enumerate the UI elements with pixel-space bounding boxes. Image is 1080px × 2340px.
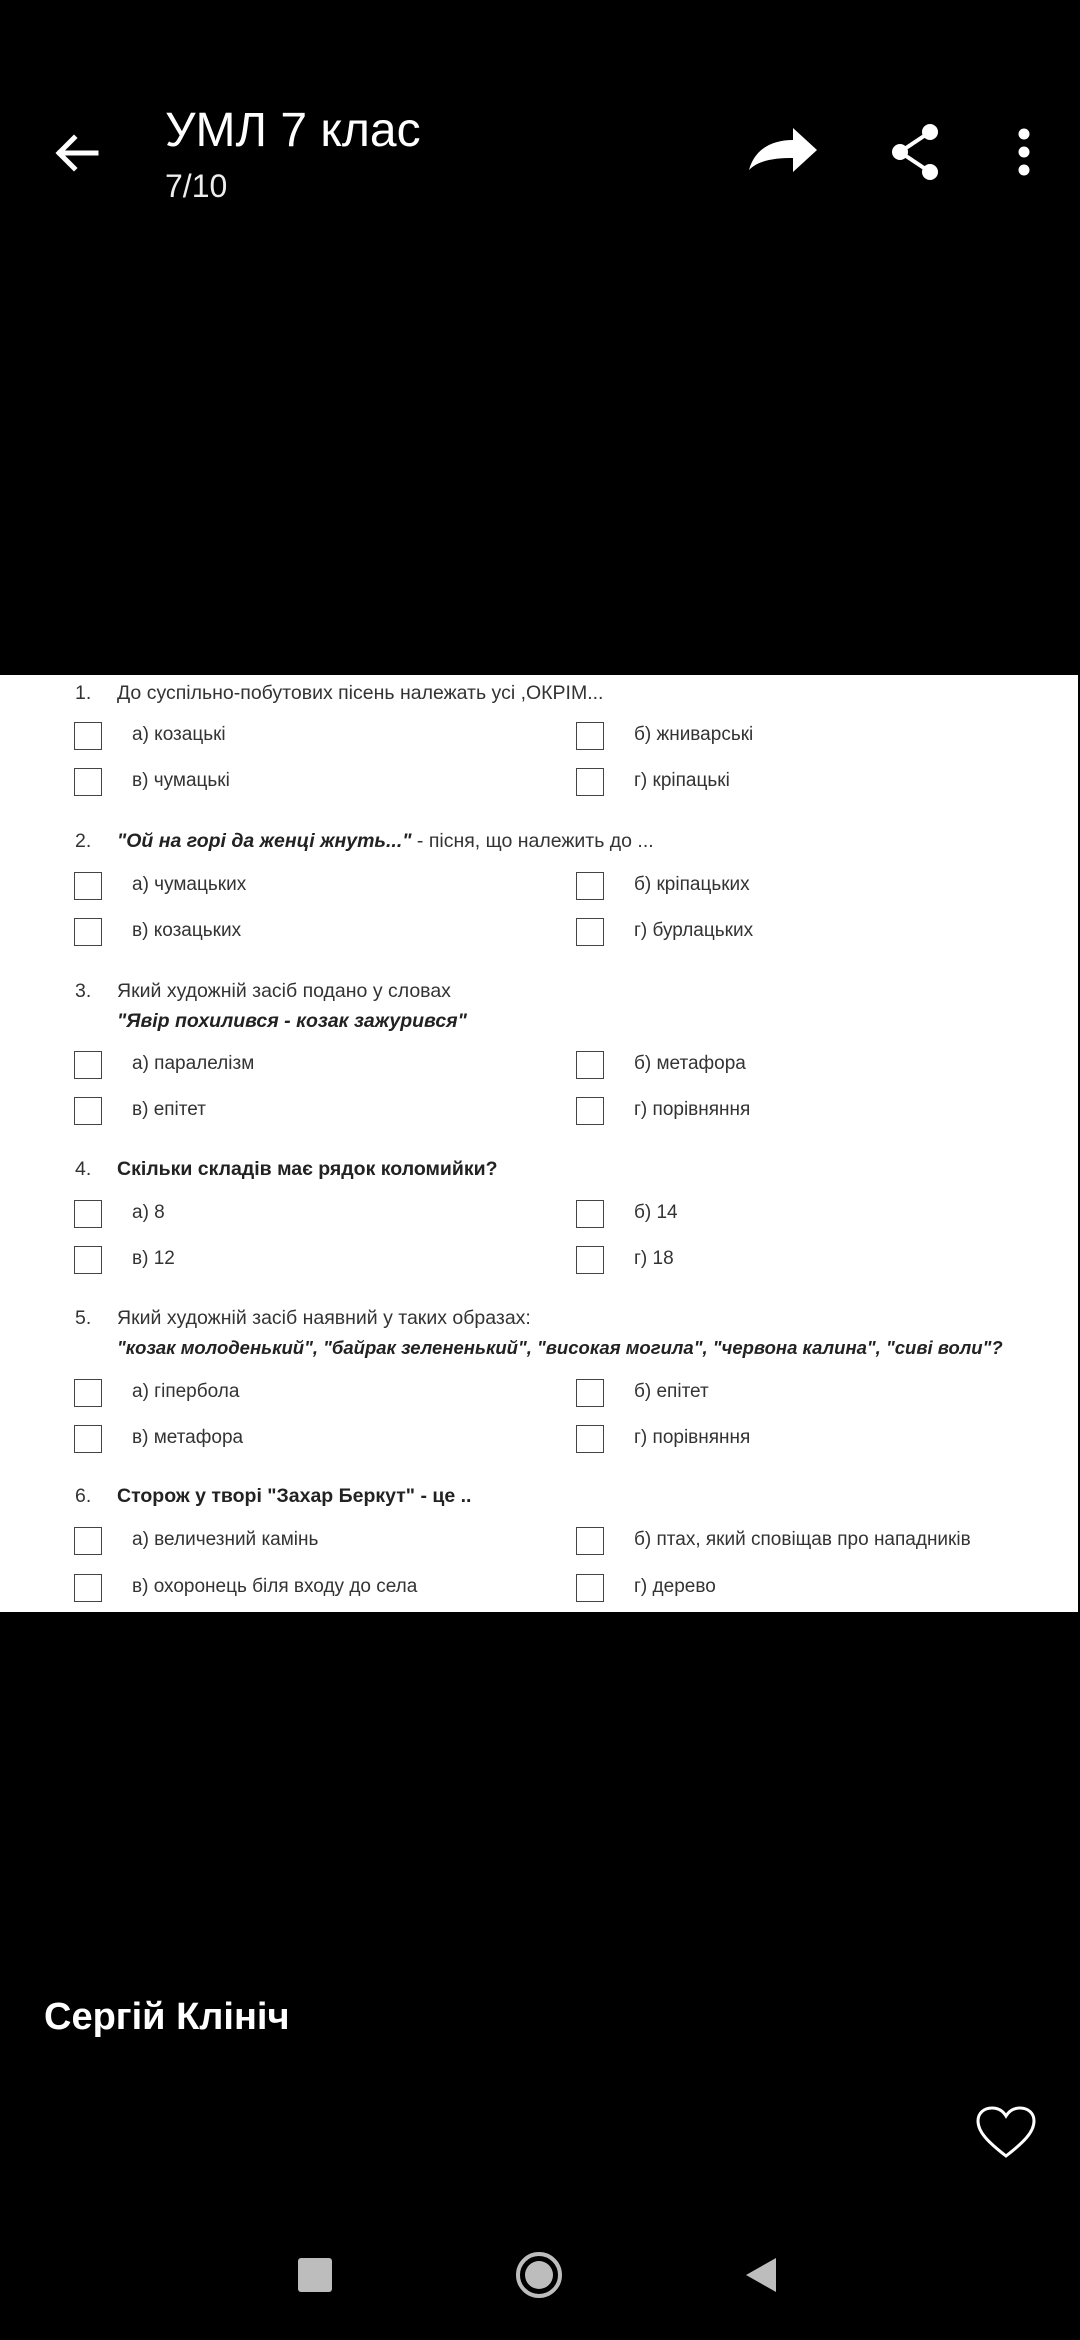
question-text: До суспільно-побутових пісень належать усі ,ОКРІМ... <box>117 682 604 704</box>
share-icon <box>884 120 948 184</box>
question-number: 1. <box>75 682 92 704</box>
option-label: а) козацькі <box>132 724 226 745</box>
forward-button[interactable] <box>745 120 821 184</box>
checkbox[interactable] <box>74 872 102 900</box>
checkbox[interactable] <box>74 1425 102 1453</box>
page-title: УМЛ 7 клас <box>165 104 421 157</box>
option-label: г) дерево <box>634 1576 716 1597</box>
back-button[interactable] <box>42 118 112 188</box>
option-label: а) 8 <box>132 1202 165 1223</box>
question-quote <box>117 1337 1003 1359</box>
option-label: г) бурлацьких <box>634 920 754 941</box>
checkbox[interactable] <box>576 1097 604 1125</box>
checkbox[interactable] <box>576 768 604 796</box>
checkbox[interactable] <box>74 1097 102 1125</box>
checkbox[interactable] <box>576 1379 604 1407</box>
option-label: а) величезний камінь <box>132 1529 319 1550</box>
question-text: Скільки складів має рядок коломийки? <box>117 1158 498 1180</box>
checkbox[interactable] <box>576 1527 604 1555</box>
checkbox[interactable] <box>576 1246 604 1274</box>
option-label: б) 14 <box>634 1202 678 1223</box>
checkbox[interactable] <box>74 722 102 750</box>
home-button[interactable] <box>514 2250 564 2300</box>
option-label: б) епітет <box>634 1381 709 1402</box>
checkbox[interactable] <box>74 768 102 796</box>
question-text <box>117 830 654 853</box>
like-button[interactable] <box>974 2104 1038 2160</box>
option-label: в) 12 <box>132 1248 175 1269</box>
question-text: Який художній засіб наявний у таких образах: <box>117 1307 531 1329</box>
question-quote <box>117 1010 467 1033</box>
question-quote: "Ой на горі да женці жнуть..." <box>117 830 412 852</box>
share-button[interactable] <box>884 120 948 184</box>
top-app-bar <box>0 0 1080 260</box>
heart-icon <box>974 2104 1038 2160</box>
option-label: а) паралелізм <box>132 1053 255 1074</box>
checkbox[interactable] <box>576 722 604 750</box>
checkbox[interactable] <box>576 872 604 900</box>
image-counter: 7/10 <box>165 168 228 204</box>
recent-apps-button[interactable] <box>298 2258 332 2292</box>
option-label: б) птах, який сповіщав про нападників <box>634 1529 971 1550</box>
triangle-back-icon <box>740 2254 780 2296</box>
checkbox[interactable] <box>74 1200 102 1228</box>
system-back-button[interactable] <box>740 2254 780 2296</box>
checkbox[interactable] <box>74 1379 102 1407</box>
question-number: 2. <box>75 830 92 852</box>
option-label: в) чумацькі <box>132 770 230 791</box>
checkbox[interactable] <box>74 918 102 946</box>
more-vertical-icon <box>1004 120 1044 184</box>
question-number: 5. <box>75 1307 92 1329</box>
question-tail: - пісня, що належить до ... <box>411 830 654 852</box>
option-label: б) метафора <box>634 1053 746 1074</box>
option-label: в) епітет <box>132 1099 206 1120</box>
question-number: 3. <box>75 980 92 1002</box>
checkbox[interactable] <box>74 1527 102 1555</box>
quote-text: "Явір похилився - козак зажурився" <box>117 1010 467 1032</box>
checkbox[interactable] <box>576 1051 604 1079</box>
author-name[interactable]: Сергій Клініч <box>44 1996 290 2038</box>
more-options-button[interactable] <box>1004 120 1044 184</box>
arrow-left-icon <box>52 128 102 178</box>
checkbox[interactable] <box>576 918 604 946</box>
forward-arrow-icon <box>745 120 821 184</box>
quote-text: "козак молоденький", "байрак зелененький", "високая могила", "червона калина", "сиві воли"? <box>117 1337 1003 1358</box>
question-text: Сторож у творі "Захар Беркут" - це .. <box>117 1485 472 1507</box>
option-label: г) порівняння <box>634 1099 751 1120</box>
question-number: 4. <box>75 1158 92 1180</box>
checkbox[interactable] <box>576 1200 604 1228</box>
test-sheet-image <box>0 675 1078 1612</box>
checkbox[interactable] <box>576 1425 604 1453</box>
checkbox[interactable] <box>74 1574 102 1602</box>
option-label: в) метафора <box>132 1427 244 1448</box>
option-label: б) кріпацьких <box>634 874 750 895</box>
option-label: в) охоронець біля входу до села <box>132 1576 418 1597</box>
question-number: 6. <box>75 1485 92 1507</box>
checkbox[interactable] <box>74 1051 102 1079</box>
option-label: а) гіпербола <box>132 1381 240 1402</box>
home-circle-icon <box>514 2250 564 2300</box>
question-text: Який художній засіб подано у словах <box>117 980 451 1002</box>
option-label: а) чумацьких <box>132 874 247 895</box>
option-label: в) козацьких <box>132 920 242 941</box>
option-label: г) 18 <box>634 1248 674 1269</box>
option-label: г) порівняння <box>634 1427 751 1448</box>
checkbox[interactable] <box>74 1246 102 1274</box>
option-label: б) жниварські <box>634 724 754 745</box>
option-label: г) кріпацькі <box>634 770 730 791</box>
checkbox[interactable] <box>576 1574 604 1602</box>
